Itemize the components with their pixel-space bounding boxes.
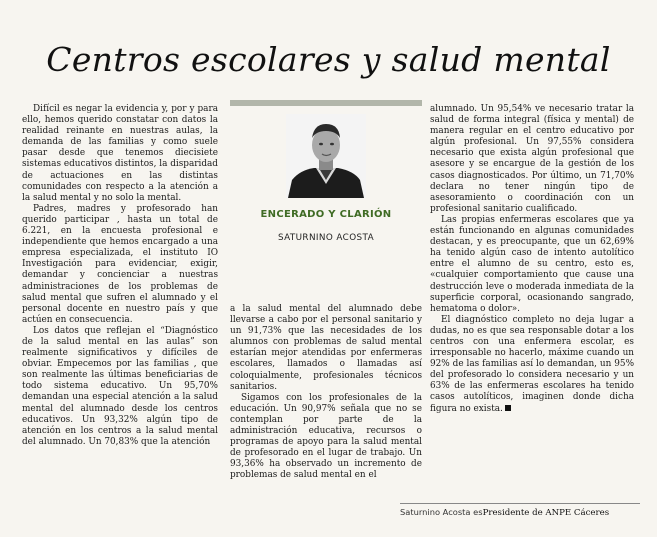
signature-name: Saturnino Acosta es — [400, 507, 483, 517]
author-signature — [400, 503, 640, 518]
article-column-3 — [430, 104, 634, 415]
paragraph: a la salud mental del alumnado debe llevarse a cabo por el personal sanitario y un 91,73% que las necesidades de los alumnos con problemas de salud mental estarían mejor atendidas por enfermeras escolares, llamados o llamadas así coloquialmente, profesionales técnicos sanitarios. — [230, 304, 422, 392]
author-photo — [286, 114, 366, 198]
paragraph: alumnado. Un 95,54% ve necesario tratar la salud de forma integral (física y mental) de manera regular en el centro educativo por algún profesional. Un 97,55% considera necesario que exista algún profesional que asesore y se encargue de la gestión de los casos diagnosticados. Por último, un 71,70% declara no tener ningún tipo de asesoramiento o coordinación con un profesional sanitario cualificado. — [430, 104, 634, 214]
author-box — [230, 100, 422, 290]
section-label: ENCERADO Y CLARIÓN — [260, 209, 392, 220]
paragraph: Las propias enfermeras escolares que ya están funcionando en algunas comunidades destacan, y es preocupante, que un 62,69% ha tenido algún caso de intento autolítico entre el alumno de su centro, esto es, «cualquier comportamiento que cause una destrucción leve o moderada inmediata de la superficie corporal, ocasionando sangrado, hematoma o dolor». — [430, 214, 634, 314]
end-mark-icon — [505, 405, 511, 411]
paragraph: Padres, madres y profesorado han querido participar , hasta un total de 6.221, en la encuesta profesional e independiente que hemos encargado a una empresa especializada, el instituto IO Investigación para evidenciar, exigir, demandar y concienciar a nuestras administraciones de los problemas de salud mental que sufren el alumnado y el personal docente en nuestro país y que actúen en consecuencia. — [22, 203, 218, 325]
author-name: SATURNINO ACOSTA — [277, 233, 375, 243]
paragraph: Los datos que reflejan el “Diagnóstico de la salud mental en las aulas” son realmente significativos y difíciles de obviar. Empecemos por las familias , que son realmente las últimas beneficiarias de todo sistema educativo. Un 95,70% demandan una especial atención a la salud mental del alumnado desde los centros educativos. Un 93,32% algún tipo de atención en los centros a la salud mental del alumnado. Un 70,83% que la atención — [22, 325, 218, 447]
closing-paragraph-text: El diagnóstico completo no deja lugar a dudas, no es que sea responsable dotar a los centros con una enfermera escolar, es irresponsable no hacerlo, máxime cuando un 92% de las familias así lo demandan, un 95% del profesorado lo considera necesario y un 63% de las enfermeras escolares ha tenido casos autolíticos, imaginen donde dicha figura no exista. — [430, 314, 634, 414]
paragraph — [430, 315, 634, 415]
paragraph: Difícil es negar la evidencia y, por y para ello, hemos querido constatar con datos la realidad reinante en nuestras aulas, la demanda de las familias y como suele pasar desde que tenemos diecisiete sistemas educativos distintos, la disparidad de actuaciones en las distintas comunidades con respecto a la atención a la salud mental y no solo la mental. — [22, 104, 218, 203]
article-column-2 — [230, 304, 422, 482]
paragraph: Sigamos con los profesionales de la educación. Un 90,97% señala que no se contemplan por parte de la administración educativa, recursos o programas de apoyo para la salud mental de profesorado en el lugar de trabajo. Un 93,36% ha observado un incremento de problemas de salud mental en el — [230, 392, 422, 481]
article-title: Centros escolares y salud mental — [46, 40, 611, 79]
signature-role: Presidente de ANPE Cáceres — [482, 508, 610, 518]
article-column-1 — [22, 104, 218, 448]
box-top-rule — [230, 100, 422, 106]
